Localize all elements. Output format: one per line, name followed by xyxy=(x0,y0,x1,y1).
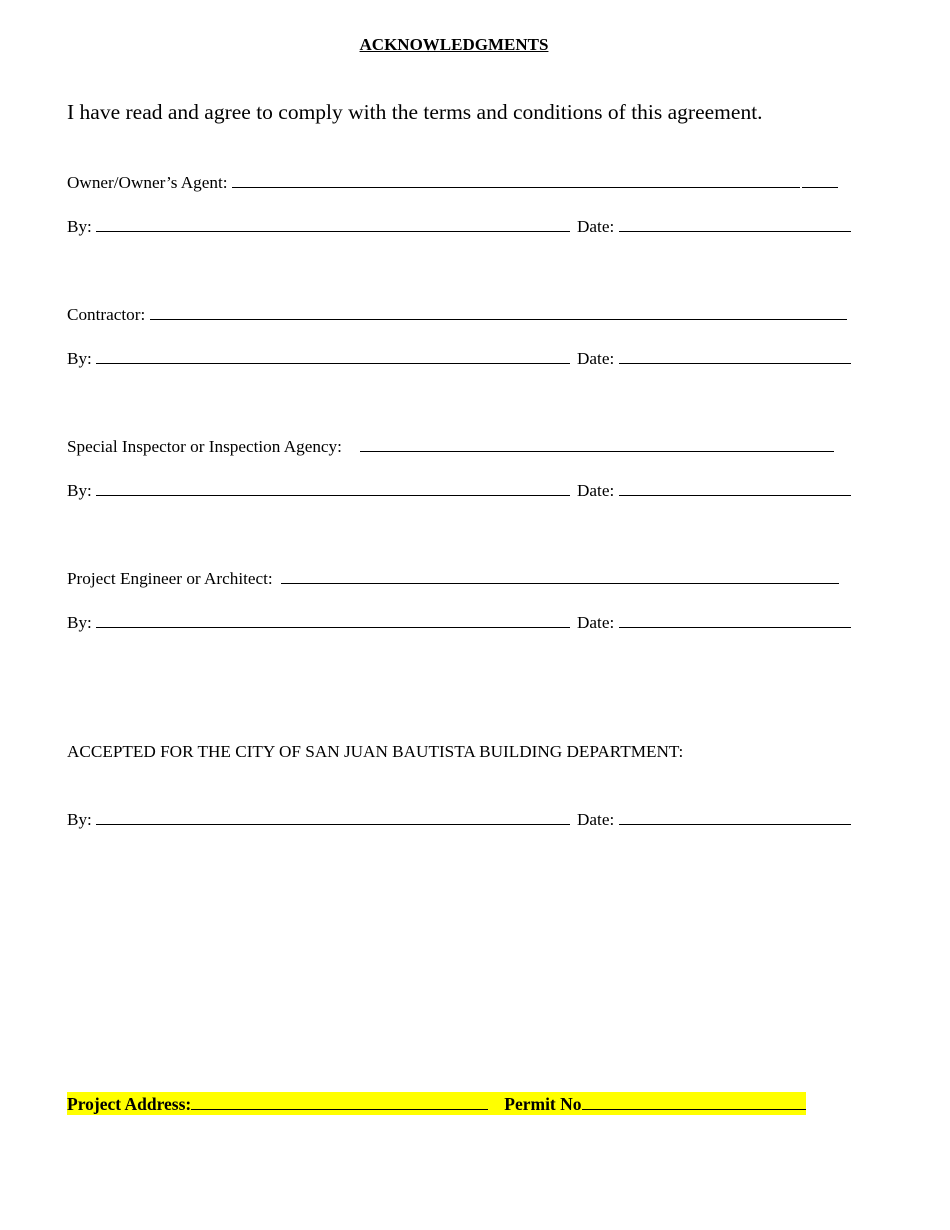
engineer-label: Project Engineer or Architect: xyxy=(67,569,273,588)
engineer-name-row xyxy=(67,567,839,589)
page-title: ACKNOWLEDGMENTS xyxy=(359,35,549,54)
permit-number-field[interactable] xyxy=(582,1092,806,1110)
contractor-signature-field[interactable] xyxy=(96,347,570,364)
contractor-name-field[interactable] xyxy=(150,303,847,320)
owner-date-label: Date: xyxy=(577,217,615,236)
inspector-name-field[interactable] xyxy=(360,435,834,452)
engineer-by-label: By: xyxy=(67,613,92,632)
owner-signature-field[interactable] xyxy=(96,215,570,232)
acceptance-heading: ACCEPTED FOR THE CITY OF SAN JUAN BAUTISTA BUILDING DEPARTMENT: xyxy=(67,742,684,761)
acceptance-by-label: By: xyxy=(67,810,92,829)
project-address-field[interactable] xyxy=(191,1092,488,1110)
engineer-signature-row xyxy=(67,611,615,633)
agreement-statement: I have read and agree to comply with the terms and conditions of this agreement. xyxy=(67,100,763,124)
inspector-date-label: Date: xyxy=(577,481,615,500)
acceptance-signature-row xyxy=(67,808,615,830)
engineer-date-label: Date: xyxy=(577,613,615,632)
owner-by-label: By: xyxy=(67,217,92,236)
inspector-date-field[interactable] xyxy=(619,479,851,496)
project-address-label: Project Address: xyxy=(67,1094,192,1114)
inspector-name-row xyxy=(67,435,834,457)
contractor-signature-row xyxy=(67,347,615,369)
contractor-by-label: By: xyxy=(67,349,92,368)
owner-name-row xyxy=(67,171,838,193)
owner-date-field[interactable] xyxy=(619,215,851,232)
contractor-date-field[interactable] xyxy=(619,347,851,364)
inspector-by-label: By: xyxy=(67,481,92,500)
permit-number-label: Permit No xyxy=(504,1094,582,1114)
inspector-label: Special Inspector or Inspection Agency: xyxy=(67,437,342,456)
owner-name-field-extension[interactable] xyxy=(802,171,838,188)
footer-highlight xyxy=(67,1092,806,1115)
owner-label: Owner/Owner’s Agent: xyxy=(67,173,228,192)
owner-name-field[interactable] xyxy=(232,171,800,188)
engineer-name-field[interactable] xyxy=(281,567,839,584)
inspector-signature-row xyxy=(67,479,615,501)
contractor-date-label: Date: xyxy=(577,349,615,368)
contractor-name-row xyxy=(67,303,847,325)
engineer-date-field[interactable] xyxy=(619,611,851,628)
inspector-signature-field[interactable] xyxy=(96,479,570,496)
acceptance-signature-field[interactable] xyxy=(96,808,570,825)
contractor-label: Contractor: xyxy=(67,305,146,324)
acceptance-date-label: Date: xyxy=(577,810,615,829)
acceptance-date-field[interactable] xyxy=(619,808,851,825)
engineer-signature-field[interactable] xyxy=(96,611,570,628)
owner-signature-row xyxy=(67,215,615,237)
